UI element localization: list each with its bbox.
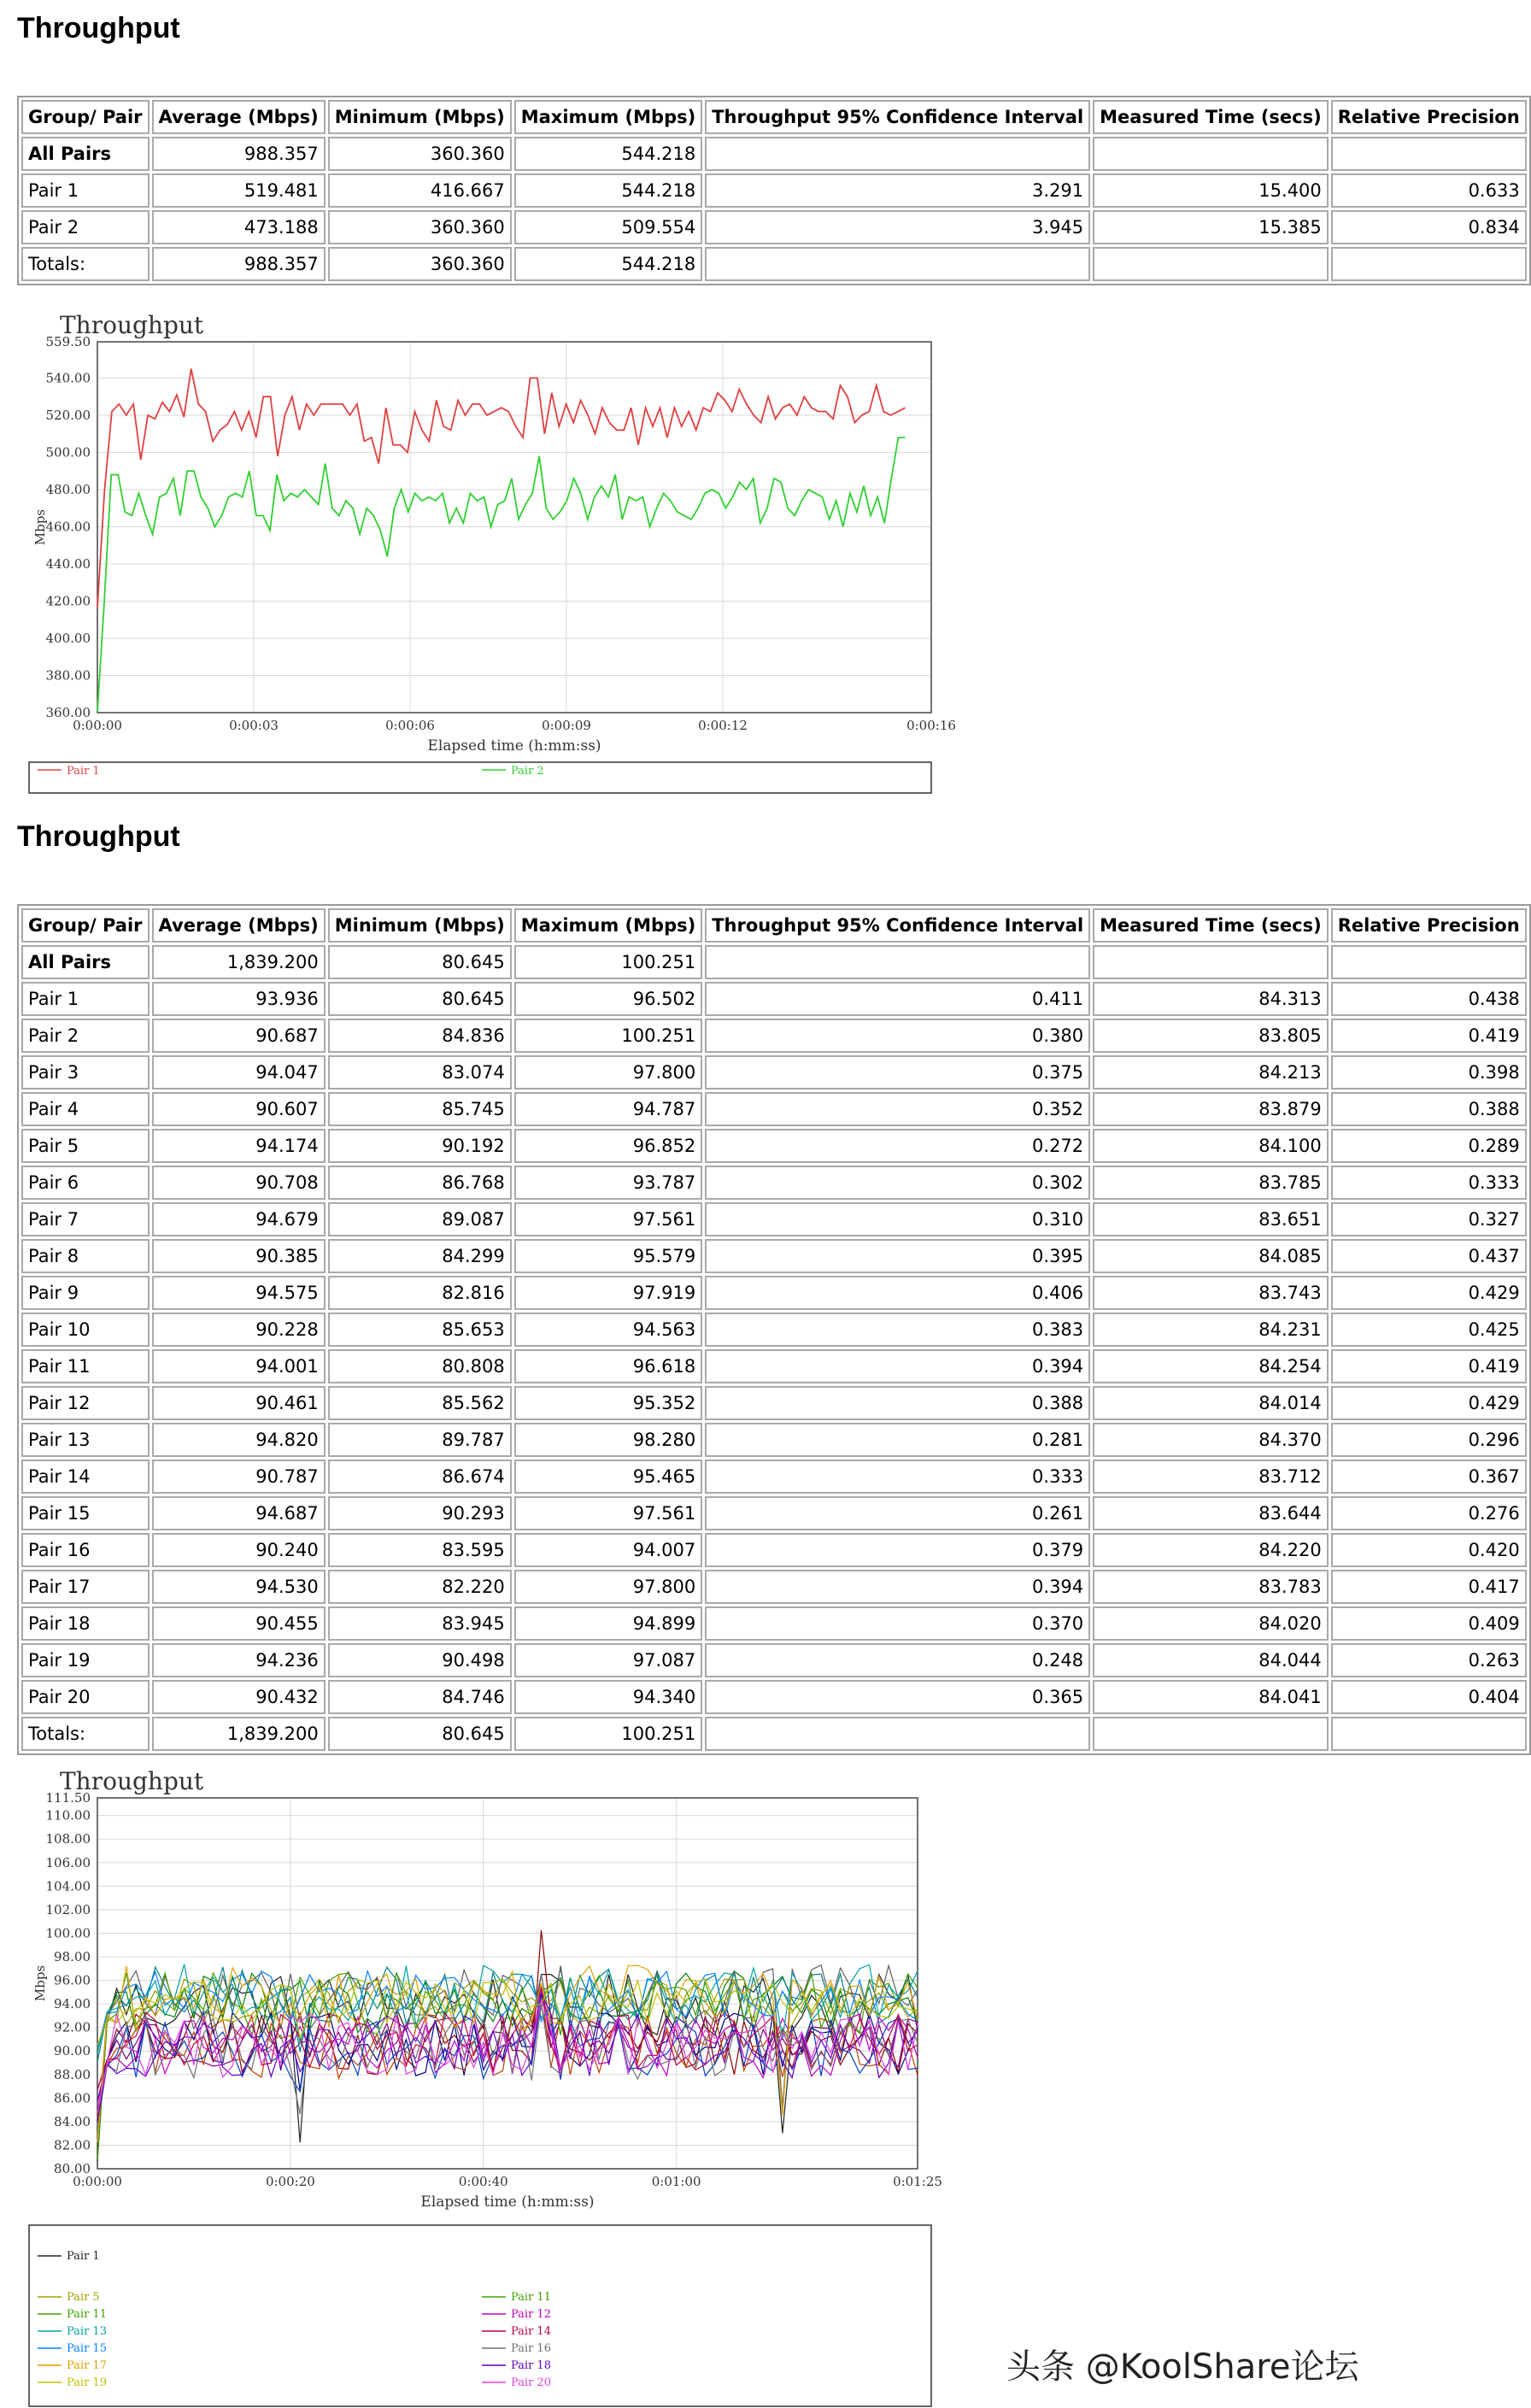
cell-value xyxy=(1331,1717,1527,1751)
cell-value: 84.100 xyxy=(1093,1129,1329,1163)
cell-value: 0.388 xyxy=(1331,1092,1527,1126)
cell-value: 83.785 xyxy=(1093,1166,1329,1200)
column-header: Throughput 95% Confidence Interval xyxy=(705,100,1090,134)
cell-value: 80.645 xyxy=(328,945,512,979)
row-label: Pair 5 xyxy=(21,1129,150,1163)
throughput-chart-2 xyxy=(17,1759,957,2408)
row-label: Pair 15 xyxy=(21,1496,150,1530)
legend-label: Pair 20 xyxy=(511,2376,551,2389)
chart-title: Throughput xyxy=(60,311,204,339)
row-label: Pair 9 xyxy=(21,1276,150,1310)
cell-value: 97.800 xyxy=(514,1055,703,1089)
legend-label: Pair 19 xyxy=(67,2376,107,2389)
x-tick-label: 0:00:12 xyxy=(698,718,748,733)
cell-value: 416.667 xyxy=(328,173,512,208)
cell-value: 94.007 xyxy=(514,1533,703,1567)
cell-value: 90.708 xyxy=(152,1166,326,1200)
table-row xyxy=(21,1423,1527,1457)
cell-value: 3.291 xyxy=(705,173,1090,208)
row-label: Pair 19 xyxy=(21,1643,150,1677)
cell-value: 0.310 xyxy=(705,1202,1090,1236)
cell-value: 89.787 xyxy=(328,1423,512,1457)
legend-label: Pair 11 xyxy=(511,2291,551,2304)
cell-value: 360.360 xyxy=(328,247,512,281)
y-tick-label: 90.00 xyxy=(54,2043,91,2059)
cell-value: 15.385 xyxy=(1093,210,1329,244)
section-title-2: Throughput xyxy=(17,820,180,853)
cell-value: 90.293 xyxy=(328,1496,512,1530)
cell-value: 0.370 xyxy=(705,1606,1090,1641)
y-tick-label: 82.00 xyxy=(54,2137,91,2153)
cell-value: 0.375 xyxy=(705,1055,1090,1089)
table-row xyxy=(21,1055,1527,1089)
cell-value: 80.808 xyxy=(328,1349,512,1383)
cell-value: 94.236 xyxy=(152,1643,326,1677)
series-line xyxy=(97,1988,918,2104)
table-row xyxy=(21,1129,1527,1163)
row-label: Pair 4 xyxy=(21,1092,150,1126)
row-label: Pair 7 xyxy=(21,1202,150,1236)
legend-label: Pair 12 xyxy=(511,2308,551,2321)
cell-value: 90.228 xyxy=(152,1313,326,1347)
cell-value: 90.687 xyxy=(152,1019,326,1053)
cell-value: 85.745 xyxy=(328,1092,512,1126)
cell-value: 0.438 xyxy=(1331,982,1527,1016)
column-header: Throughput 95% Confidence Interval xyxy=(705,908,1090,943)
cell-value: 84.213 xyxy=(1093,1055,1329,1089)
cell-value: 100.251 xyxy=(514,1717,703,1751)
legend-label: Pair 2 xyxy=(511,765,544,778)
legend-label: Pair 5 xyxy=(67,2291,100,2304)
cell-value: 82.220 xyxy=(328,1570,512,1604)
x-tick-label: 0:01:25 xyxy=(893,2174,942,2189)
cell-value: 0.419 xyxy=(1331,1019,1527,1053)
row-label: Pair 10 xyxy=(21,1313,150,1347)
cell-value xyxy=(705,137,1090,171)
watermark-text: 头条 @KoolShare论坛 xyxy=(1006,2347,1359,2387)
cell-value: 83.879 xyxy=(1093,1092,1329,1126)
cell-value: 83.651 xyxy=(1093,1202,1329,1236)
cell-value xyxy=(1331,137,1527,171)
cell-value: 90.192 xyxy=(328,1129,512,1163)
cell-value: 0.420 xyxy=(1331,1533,1527,1567)
cell-value: 96.852 xyxy=(514,1129,703,1163)
table-row xyxy=(21,1386,1527,1420)
legend-label: Pair 17 xyxy=(67,2359,107,2372)
cell-value: 90.461 xyxy=(152,1386,326,1420)
cell-value: 0.281 xyxy=(705,1423,1090,1457)
column-header: Relative Precision xyxy=(1331,908,1527,943)
x-tick-label: 0:00:06 xyxy=(385,718,435,733)
cell-value: 0.272 xyxy=(705,1129,1090,1163)
cell-value: 988.357 xyxy=(152,247,326,281)
cell-value: 0.417 xyxy=(1331,1570,1527,1604)
cell-value: 84.836 xyxy=(328,1019,512,1053)
cell-value: 83.595 xyxy=(328,1533,512,1567)
cell-value: 97.561 xyxy=(514,1202,703,1236)
y-tick-label: 96.00 xyxy=(54,1972,91,1988)
cell-value: 86.674 xyxy=(328,1459,512,1494)
cell-value: 85.562 xyxy=(328,1386,512,1420)
row-label: Pair 14 xyxy=(21,1459,150,1494)
cell-value: 15.400 xyxy=(1093,173,1329,208)
cell-value: 84.044 xyxy=(1093,1643,1329,1677)
cell-value: 86.768 xyxy=(328,1166,512,1200)
row-label: Pair 3 xyxy=(21,1055,150,1089)
cell-value: 0.380 xyxy=(705,1019,1090,1053)
legend-label: Pair 16 xyxy=(511,2342,551,2355)
x-tick-label: 0:00:09 xyxy=(542,718,591,733)
y-tick-label: 88.00 xyxy=(54,2066,91,2082)
cell-value: 94.820 xyxy=(152,1423,326,1457)
row-label: Pair 18 xyxy=(21,1606,150,1641)
legend-label: Pair 1 xyxy=(67,765,100,778)
table-row xyxy=(21,137,1527,171)
legend-box xyxy=(29,2225,931,2406)
cell-value xyxy=(1093,247,1329,281)
cell-value xyxy=(1331,247,1527,281)
row-label: Totals: xyxy=(21,247,150,281)
cell-value: 93.787 xyxy=(514,1166,703,1200)
table-row xyxy=(21,247,1527,281)
table-row xyxy=(21,1092,1527,1126)
cell-value: 1,839.200 xyxy=(152,1717,326,1751)
y-tick-label: 98.00 xyxy=(54,1949,91,1965)
x-tick-label: 0:00:16 xyxy=(906,718,956,733)
table-row xyxy=(21,173,1527,208)
cell-value: 98.280 xyxy=(514,1423,703,1457)
row-label: Pair 1 xyxy=(21,173,150,208)
table-row xyxy=(21,1166,1527,1200)
cell-value: 84.041 xyxy=(1093,1680,1329,1714)
y-tick-label: 102.00 xyxy=(45,1901,91,1918)
row-label: Pair 6 xyxy=(21,1166,150,1200)
cell-value: 0.248 xyxy=(705,1643,1090,1677)
table-row xyxy=(21,1533,1527,1567)
cell-value: 1,839.200 xyxy=(152,945,326,979)
cell-value: 0.437 xyxy=(1331,1239,1527,1273)
y-tick-label: 111.50 xyxy=(45,1790,91,1806)
cell-value xyxy=(705,1717,1090,1751)
column-header: Maximum (Mbps) xyxy=(514,908,703,943)
throughput-table-2 xyxy=(17,904,1531,1755)
cell-value: 0.289 xyxy=(1331,1129,1527,1163)
cell-value xyxy=(1093,945,1329,979)
cell-value: 100.251 xyxy=(514,945,703,979)
row-label: Pair 2 xyxy=(21,1019,150,1053)
table-row xyxy=(21,1313,1527,1347)
cell-value: 95.352 xyxy=(514,1386,703,1420)
series-line xyxy=(97,369,906,608)
y-tick-label: 480.00 xyxy=(45,481,91,497)
cell-value: 83.712 xyxy=(1093,1459,1329,1494)
cell-value: 90.240 xyxy=(152,1533,326,1567)
cell-value: 0.395 xyxy=(705,1239,1090,1273)
cell-value: 94.001 xyxy=(152,1349,326,1383)
y-tick-label: 500.00 xyxy=(45,444,91,461)
column-header: Average (Mbps) xyxy=(152,908,326,943)
y-tick-label: 86.00 xyxy=(54,2090,91,2106)
cell-value xyxy=(1093,137,1329,171)
y-tick-label: 380.00 xyxy=(45,667,91,684)
y-axis-label: Mbps xyxy=(32,1965,48,2002)
cell-value: 83.783 xyxy=(1093,1570,1329,1604)
y-tick-label: 92.00 xyxy=(54,2019,91,2035)
cell-value: 0.379 xyxy=(705,1533,1090,1567)
row-label: Pair 11 xyxy=(21,1349,150,1383)
cell-value: 94.679 xyxy=(152,1202,326,1236)
cell-value: 84.014 xyxy=(1093,1386,1329,1420)
cell-value: 0.296 xyxy=(1331,1423,1527,1457)
cell-value: 83.805 xyxy=(1093,1019,1329,1053)
x-axis-label: Elapsed time (h:mm:ss) xyxy=(420,2194,595,2211)
cell-value: 94.687 xyxy=(152,1496,326,1530)
cell-value: 84.746 xyxy=(328,1680,512,1714)
table-row xyxy=(21,1019,1527,1053)
legend-label: Pair 11 xyxy=(67,2308,107,2321)
cell-value: 544.218 xyxy=(514,173,703,208)
cell-value: 80.645 xyxy=(328,1717,512,1751)
column-header: Minimum (Mbps) xyxy=(328,908,512,943)
table-row xyxy=(21,982,1527,1016)
cell-value: 96.502 xyxy=(514,982,703,1016)
table-row xyxy=(21,1202,1527,1236)
cell-value: 82.816 xyxy=(328,1276,512,1310)
table-row xyxy=(21,1349,1527,1383)
table-row xyxy=(21,1459,1527,1494)
cell-value: 0.429 xyxy=(1331,1276,1527,1310)
x-tick-label: 0:00:00 xyxy=(73,718,122,733)
row-label: Pair 1 xyxy=(21,982,150,1016)
cell-value: 83.945 xyxy=(328,1606,512,1641)
x-tick-label: 0:01:00 xyxy=(651,2174,701,2189)
y-tick-label: 420.00 xyxy=(45,593,91,609)
column-header: Relative Precision xyxy=(1331,100,1527,134)
x-tick-label: 0:00:40 xyxy=(458,2174,508,2189)
y-tick-label: 80.00 xyxy=(54,2161,91,2176)
cell-value: 0.367 xyxy=(1331,1459,1527,1494)
cell-value: 0.383 xyxy=(705,1313,1090,1347)
x-axis-label: Elapsed time (h:mm:ss) xyxy=(427,737,601,755)
cell-value: 0.333 xyxy=(705,1459,1090,1494)
cell-value: 95.579 xyxy=(514,1239,703,1273)
cell-value: 544.218 xyxy=(514,247,703,281)
table-row xyxy=(21,1606,1527,1641)
cell-value: 90.432 xyxy=(152,1680,326,1714)
x-tick-label: 0:00:20 xyxy=(265,2174,315,2189)
cell-value: 90.787 xyxy=(152,1459,326,1494)
cell-value: 84.313 xyxy=(1093,982,1329,1016)
y-tick-label: 520.00 xyxy=(45,407,91,423)
cell-value: 0.263 xyxy=(1331,1643,1527,1677)
table-row xyxy=(21,1239,1527,1273)
table-row xyxy=(21,1680,1527,1714)
table-row xyxy=(21,1570,1527,1604)
row-label: All Pairs xyxy=(21,137,150,171)
cell-value: 0.261 xyxy=(705,1496,1090,1530)
cell-value: 97.087 xyxy=(514,1643,703,1677)
column-header: Measured Time (secs) xyxy=(1093,100,1329,134)
cell-value: 0.327 xyxy=(1331,1202,1527,1236)
column-header: Group/ Pair xyxy=(21,100,150,134)
column-header: Average (Mbps) xyxy=(152,100,326,134)
cell-value: 94.787 xyxy=(514,1092,703,1126)
cell-value: 94.530 xyxy=(152,1570,326,1604)
legend-label: Pair 15 xyxy=(67,2342,107,2355)
cell-value: 0.429 xyxy=(1331,1386,1527,1420)
y-tick-label: 104.00 xyxy=(45,1878,91,1894)
cell-value: 97.919 xyxy=(514,1276,703,1310)
cell-value: 83.743 xyxy=(1093,1276,1329,1310)
cell-value: 0.394 xyxy=(705,1349,1090,1383)
cell-value: 509.554 xyxy=(514,210,703,244)
y-tick-label: 360.00 xyxy=(45,705,91,720)
legend-box xyxy=(29,762,931,793)
x-tick-label: 0:00:03 xyxy=(229,718,279,733)
cell-value: 0.365 xyxy=(705,1680,1090,1714)
cell-value: 360.360 xyxy=(328,210,512,244)
cell-value: 100.251 xyxy=(514,1019,703,1053)
y-tick-label: 94.00 xyxy=(54,1996,91,2012)
cell-value: 94.563 xyxy=(514,1313,703,1347)
cell-value: 84.085 xyxy=(1093,1239,1329,1273)
row-label: Pair 20 xyxy=(21,1680,150,1714)
cell-value: 83.074 xyxy=(328,1055,512,1089)
cell-value: 0.398 xyxy=(1331,1055,1527,1089)
cell-value: 0.302 xyxy=(705,1166,1090,1200)
cell-value: 0.394 xyxy=(705,1570,1090,1604)
column-header: Maximum (Mbps) xyxy=(514,100,703,134)
cell-value: 360.360 xyxy=(328,137,512,171)
cell-value: 97.561 xyxy=(514,1496,703,1530)
cell-value: 519.481 xyxy=(152,173,326,208)
y-tick-label: 100.00 xyxy=(45,1925,91,1941)
series-line xyxy=(97,438,906,712)
y-tick-label: 400.00 xyxy=(45,630,91,646)
y-tick-label: 559.50 xyxy=(45,334,91,349)
cell-value: 96.618 xyxy=(514,1349,703,1383)
cell-value: 84.220 xyxy=(1093,1533,1329,1567)
table-row xyxy=(21,1717,1527,1751)
cell-value: 84.254 xyxy=(1093,1349,1329,1383)
cell-value xyxy=(705,247,1090,281)
cell-value: 94.899 xyxy=(514,1606,703,1641)
cell-value: 0.404 xyxy=(1331,1680,1527,1714)
chart-title: Throughput xyxy=(60,1767,204,1795)
y-tick-label: 84.00 xyxy=(54,2113,91,2129)
row-label: Pair 2 xyxy=(21,210,150,244)
cell-value xyxy=(1093,1717,1329,1751)
row-label: Pair 17 xyxy=(21,1570,150,1604)
row-label: Pair 16 xyxy=(21,1533,150,1567)
cell-value: 94.174 xyxy=(152,1129,326,1163)
cell-value: 0.834 xyxy=(1331,210,1527,244)
cell-value: 93.936 xyxy=(152,982,326,1016)
cell-value xyxy=(1331,945,1527,979)
cell-value: 95.465 xyxy=(514,1459,703,1494)
column-header: Measured Time (secs) xyxy=(1093,908,1329,943)
y-tick-label: 108.00 xyxy=(45,1831,91,1847)
cell-value: 94.047 xyxy=(152,1055,326,1089)
y-axis-label: Mbps xyxy=(32,508,48,546)
row-label: Pair 13 xyxy=(21,1423,150,1457)
row-label: Pair 8 xyxy=(21,1239,150,1273)
section-title-1: Throughput xyxy=(17,12,180,44)
x-tick-label: 0:00:00 xyxy=(73,2174,122,2189)
cell-value: 0.333 xyxy=(1331,1166,1527,1200)
cell-value: 0.411 xyxy=(705,982,1090,1016)
cell-value: 0.406 xyxy=(705,1276,1090,1310)
row-label: All Pairs xyxy=(21,945,150,979)
cell-value: 85.653 xyxy=(328,1313,512,1347)
cell-value: 90.385 xyxy=(152,1239,326,1273)
y-tick-label: 440.00 xyxy=(45,555,91,572)
cell-value: 84.231 xyxy=(1093,1313,1329,1347)
y-tick-label: 540.00 xyxy=(45,370,91,386)
cell-value: 988.357 xyxy=(152,137,326,171)
cell-value: 473.188 xyxy=(152,210,326,244)
legend-label: Pair 13 xyxy=(67,2325,107,2338)
legend-label: Pair 1 xyxy=(67,2250,100,2263)
throughput-table-1 xyxy=(17,96,1531,285)
legend-label: Pair 14 xyxy=(511,2325,551,2338)
cell-value: 90.498 xyxy=(328,1643,512,1677)
cell-value: 90.607 xyxy=(152,1092,326,1126)
cell-value: 0.633 xyxy=(1331,173,1527,208)
table-row xyxy=(21,1276,1527,1310)
cell-value: 80.645 xyxy=(328,982,512,1016)
table-row xyxy=(21,1496,1527,1530)
cell-value: 3.945 xyxy=(705,210,1090,244)
cell-value: 0.276 xyxy=(1331,1496,1527,1530)
cell-value: 97.800 xyxy=(514,1570,703,1604)
cell-value: 0.425 xyxy=(1331,1313,1527,1347)
cell-value: 544.218 xyxy=(514,137,703,171)
cell-value xyxy=(705,945,1090,979)
cell-value: 89.087 xyxy=(328,1202,512,1236)
y-tick-label: 106.00 xyxy=(45,1854,91,1871)
cell-value: 84.020 xyxy=(1093,1606,1329,1641)
row-label: Pair 12 xyxy=(21,1386,150,1420)
cell-value: 90.455 xyxy=(152,1606,326,1641)
cell-value: 84.370 xyxy=(1093,1423,1329,1457)
row-label: Totals: xyxy=(21,1717,150,1751)
table-row xyxy=(21,1643,1527,1677)
cell-value: 94.340 xyxy=(514,1680,703,1714)
cell-value: 0.352 xyxy=(705,1092,1090,1126)
plot-frame xyxy=(97,342,931,713)
throughput-chart-1 xyxy=(17,306,957,793)
table-row xyxy=(21,945,1527,979)
cell-value: 0.419 xyxy=(1331,1349,1527,1383)
cell-value: 0.409 xyxy=(1331,1606,1527,1641)
cell-value: 94.575 xyxy=(152,1276,326,1310)
cell-value: 84.299 xyxy=(328,1239,512,1273)
y-tick-label: 110.00 xyxy=(45,1807,91,1824)
cell-value: 0.388 xyxy=(705,1386,1090,1420)
cell-value: 83.644 xyxy=(1093,1496,1329,1530)
y-tick-label: 460.00 xyxy=(45,519,91,535)
column-header: Minimum (Mbps) xyxy=(328,100,512,134)
column-header: Group/ Pair xyxy=(21,908,150,943)
legend-label: Pair 18 xyxy=(511,2359,551,2372)
table-row xyxy=(21,210,1527,244)
